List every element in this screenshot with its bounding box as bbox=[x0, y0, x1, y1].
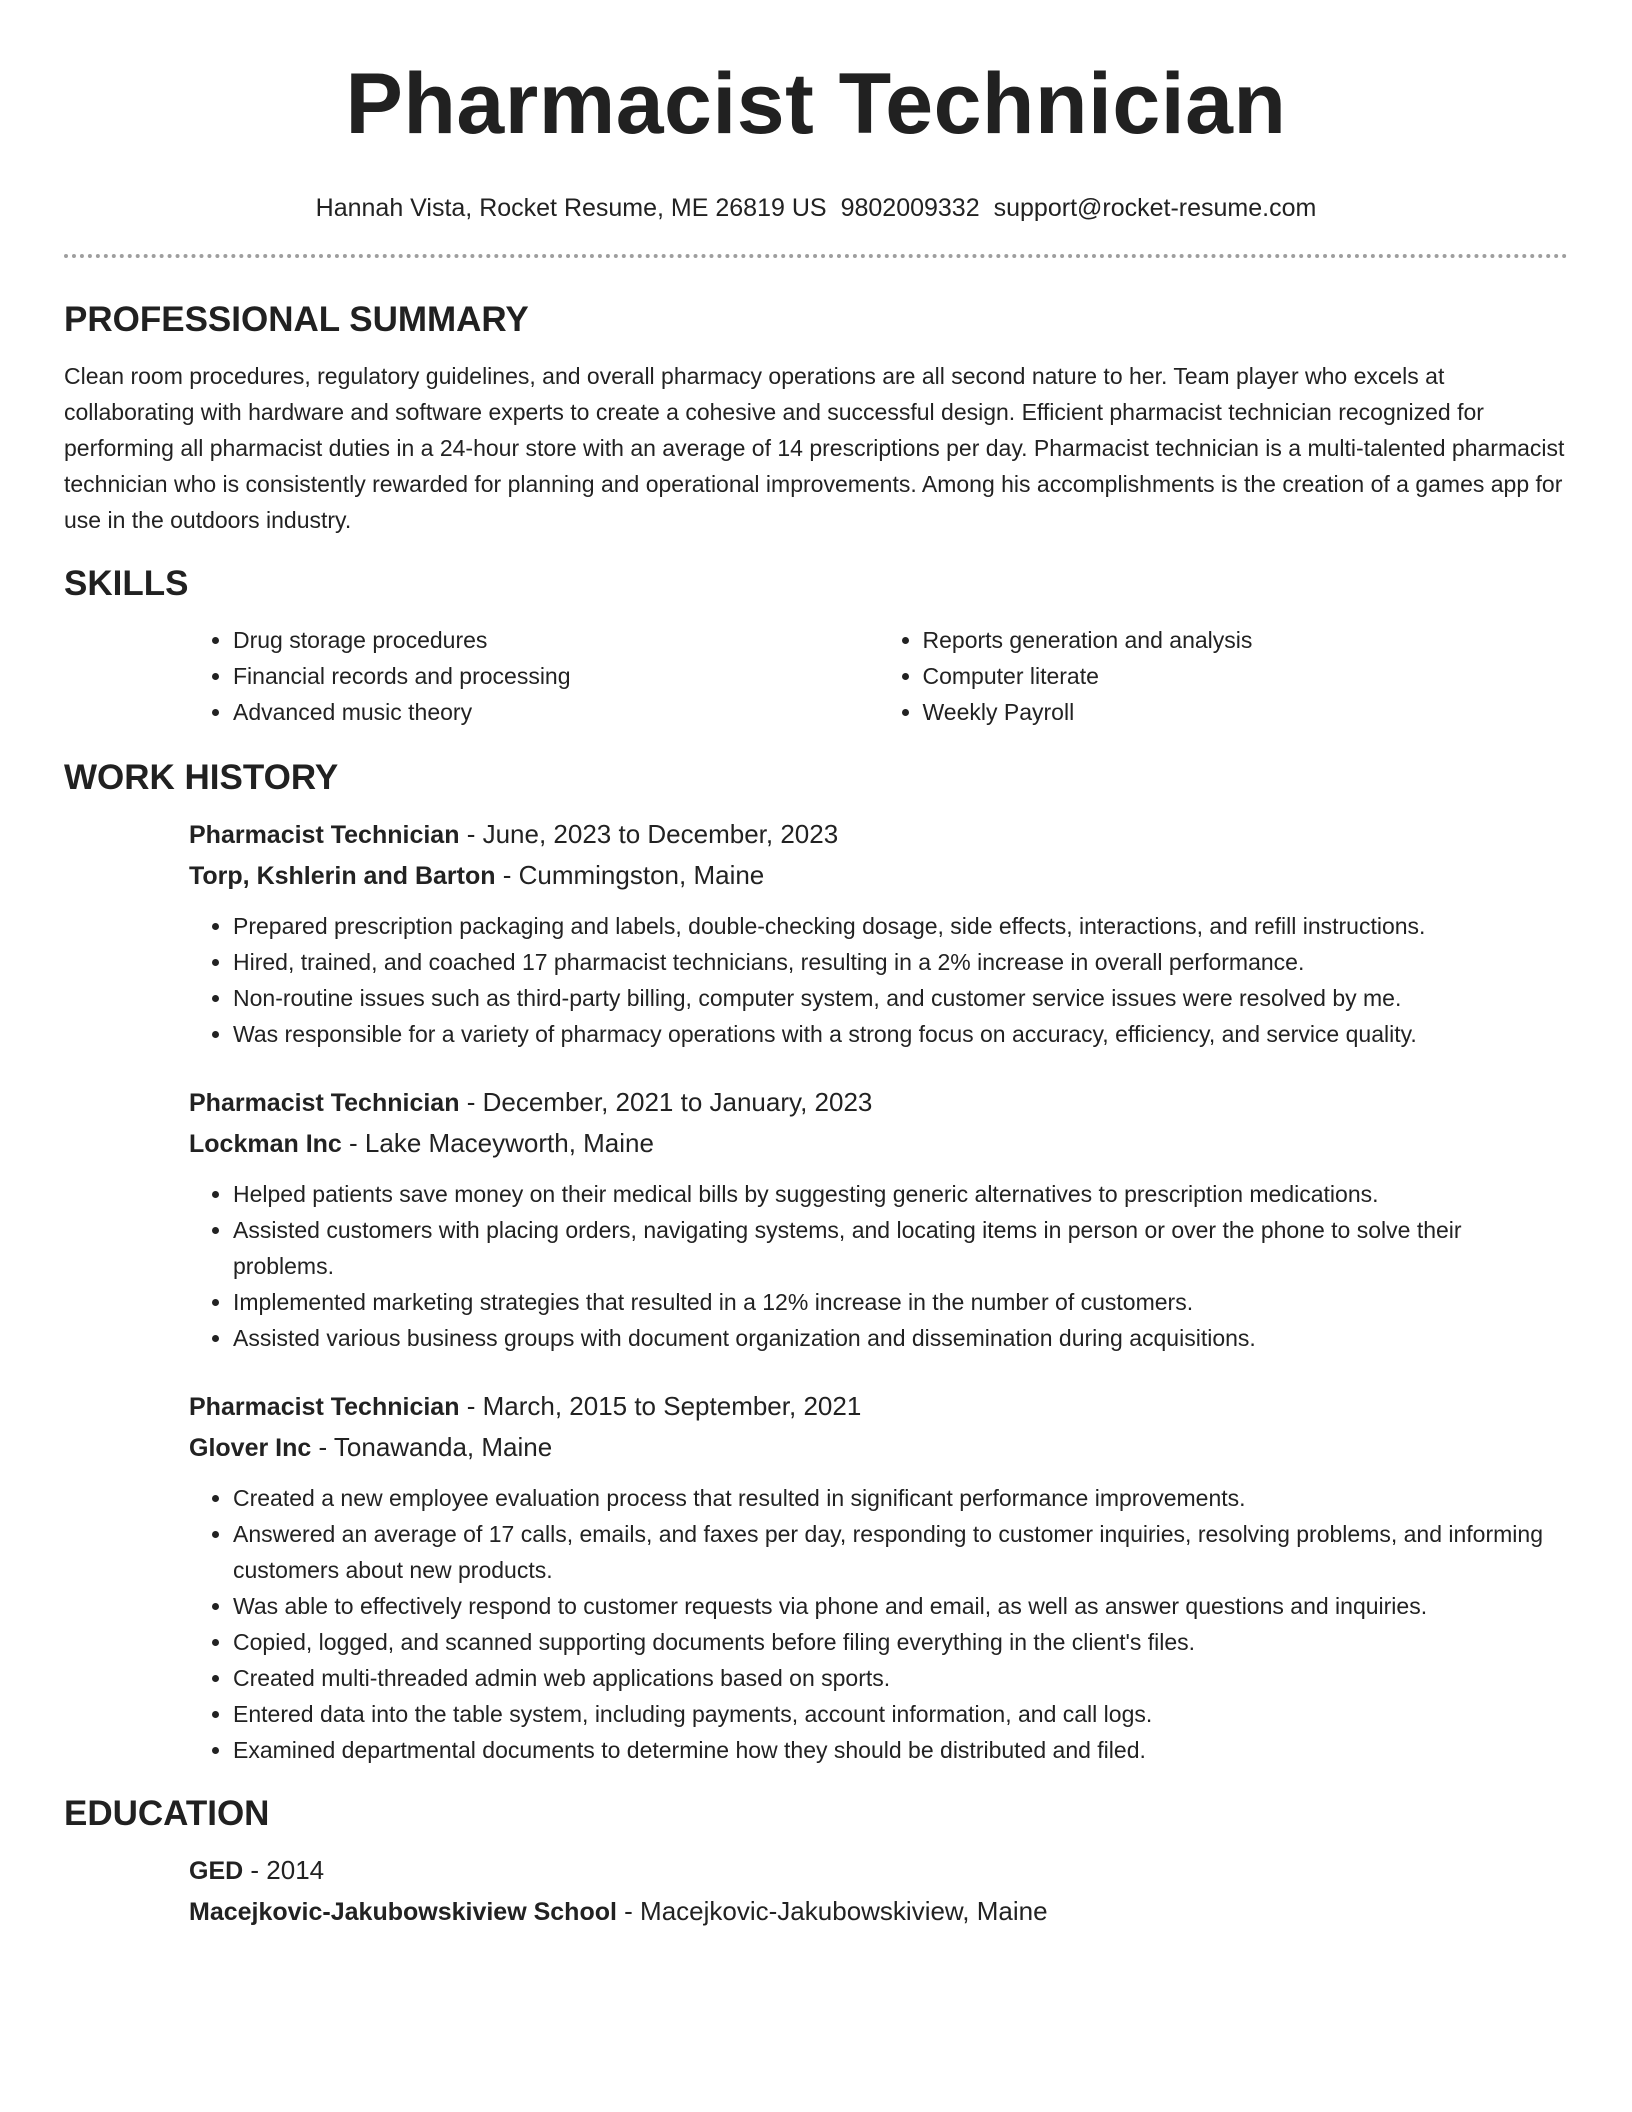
job-company: Lockman Inc bbox=[189, 1130, 342, 1158]
job-dates: - December, 2021 to January, 2023 bbox=[459, 1087, 873, 1117]
skill-item: • Financial records and processing bbox=[233, 658, 879, 694]
job-position: Pharmacist Technician bbox=[189, 1393, 460, 1421]
education-degree-line bbox=[189, 1850, 1568, 1891]
job-bullet: • Answered an average of 17 calls, emails, and faxes per day, responding to customer inquiries, resolving problems, and informing customers about new products. bbox=[233, 1516, 1568, 1588]
job-company: Glover Inc bbox=[189, 1434, 312, 1462]
header-divider bbox=[64, 254, 1568, 258]
job-position: Pharmacist Technician bbox=[189, 1089, 460, 1117]
job-bullets bbox=[189, 1176, 1568, 1356]
contact-address: Hannah Vista, Rocket Resume, ME 26819 US bbox=[315, 194, 827, 222]
page-title: Pharmacist Technician bbox=[345, 56, 1287, 152]
job-company-line bbox=[189, 1427, 1568, 1468]
education-school: Macejkovic-Jakubowskiview School bbox=[189, 1898, 617, 1926]
section-title-skills: SKILLS bbox=[64, 564, 189, 603]
section-title-education: EDUCATION bbox=[64, 1794, 270, 1833]
job-bullets bbox=[189, 908, 1568, 1052]
job-bullet: • Prepared prescription packaging and labels, double-checking dosage, side effects, interactions, and refill instructions. bbox=[233, 908, 1568, 944]
job-entry bbox=[189, 814, 1568, 1052]
education-school-line bbox=[189, 1891, 1568, 1932]
contact-phone: 9802009332 bbox=[840, 194, 980, 222]
job-entry bbox=[189, 1386, 1568, 1768]
job-bullet: • Implemented marketing strategies that resulted in a 12% increase in the number of customers. bbox=[233, 1284, 1568, 1320]
job-bullet: • Helped patients save money on their medical bills by suggesting generic alternatives to prescription medications. bbox=[233, 1176, 1568, 1212]
job-bullet: • Non-routine issues such as third-party billing, computer system, and customer service issues were resolved by me. bbox=[233, 980, 1568, 1016]
section-title-work: WORK HISTORY bbox=[64, 758, 339, 797]
education-location: - Macejkovic-Jakubowskiview, Maine bbox=[616, 1896, 1048, 1926]
skill-item: • Weekly Payroll bbox=[923, 694, 1569, 730]
job-position: Pharmacist Technician bbox=[189, 821, 460, 849]
job-bullet: • Created multi-threaded admin web applications based on sports. bbox=[233, 1660, 1568, 1696]
education-year: - 2014 bbox=[243, 1855, 325, 1885]
job-location: - Lake Maceyworth, Maine bbox=[341, 1128, 654, 1158]
job-title-line bbox=[189, 1082, 1568, 1123]
education-entry bbox=[189, 1850, 1568, 1932]
job-location: - Cummingston, Maine bbox=[495, 860, 765, 890]
job-bullet: • Assisted customers with placing orders, navigating systems, and locating items in person or over the phone to solve their problems. bbox=[233, 1212, 1568, 1284]
skill-item: • Advanced music theory bbox=[233, 694, 879, 730]
job-company: Torp, Kshlerin and Barton bbox=[189, 862, 496, 890]
skills-column-right bbox=[879, 622, 1569, 730]
job-dates: - March, 2015 to September, 2021 bbox=[459, 1391, 862, 1421]
job-bullet: • Hired, trained, and coached 17 pharmacist technicians, resulting in a 2% increase in overall performance. bbox=[233, 944, 1568, 980]
skill-item: • Drug storage procedures bbox=[233, 622, 879, 658]
job-bullet: • Assisted various business groups with document organization and dissemination during acquisitions. bbox=[233, 1320, 1568, 1356]
job-title-line bbox=[189, 1386, 1568, 1427]
contact-line bbox=[64, 192, 1568, 224]
job-bullet: • Was responsible for a variety of pharmacy operations with a strong focus on accuracy, efficiency, and service quality. bbox=[233, 1016, 1568, 1052]
contact-email: support@rocket-resume.com bbox=[993, 194, 1317, 222]
section-title-summary: PROFESSIONAL SUMMARY bbox=[64, 300, 529, 339]
job-company-line bbox=[189, 1123, 1568, 1164]
skills-list bbox=[189, 622, 1568, 730]
job-bullet: • Copied, logged, and scanned supporting documents before filing everything in the client's files. bbox=[233, 1624, 1568, 1660]
job-location: - Tonawanda, Maine bbox=[311, 1432, 553, 1462]
job-dates: - June, 2023 to December, 2023 bbox=[459, 819, 839, 849]
job-bullet: • Examined departmental documents to determine how they should be distributed and filed. bbox=[233, 1732, 1568, 1768]
education-degree: GED bbox=[189, 1857, 244, 1885]
job-bullet: • Was able to effectively respond to customer requests via phone and email, as well as answer questions and inquiries. bbox=[233, 1588, 1568, 1624]
skills-column-left bbox=[189, 622, 879, 730]
job-bullet: • Entered data into the table system, including payments, account information, and call logs. bbox=[233, 1696, 1568, 1732]
skill-item: • Reports generation and analysis bbox=[923, 622, 1569, 658]
job-bullets bbox=[189, 1480, 1568, 1768]
skill-item: • Computer literate bbox=[923, 658, 1569, 694]
job-bullet: • Created a new employee evaluation process that resulted in significant performance improvements. bbox=[233, 1480, 1568, 1516]
job-entry bbox=[189, 1082, 1568, 1356]
job-title-line bbox=[189, 814, 1568, 855]
summary-text: Clean room procedures, regulatory guidelines, and overall pharmacy operations are all second nature to her. Team player who excels at collaborating with hardware and software experts to create a cohesive and successful design. Efficient pharmacist technician recognized for performing all pharmacist duties in a 24-hour store with an average of 14 prescriptions per day. Pharmacist technician is a multi-talented pharmacist technician who is consistently rewarded for planning and operational improvements. Among his accomplishments is the creation of a games app for use in the outdoors industry. bbox=[64, 363, 1565, 533]
job-company-line bbox=[189, 855, 1568, 896]
